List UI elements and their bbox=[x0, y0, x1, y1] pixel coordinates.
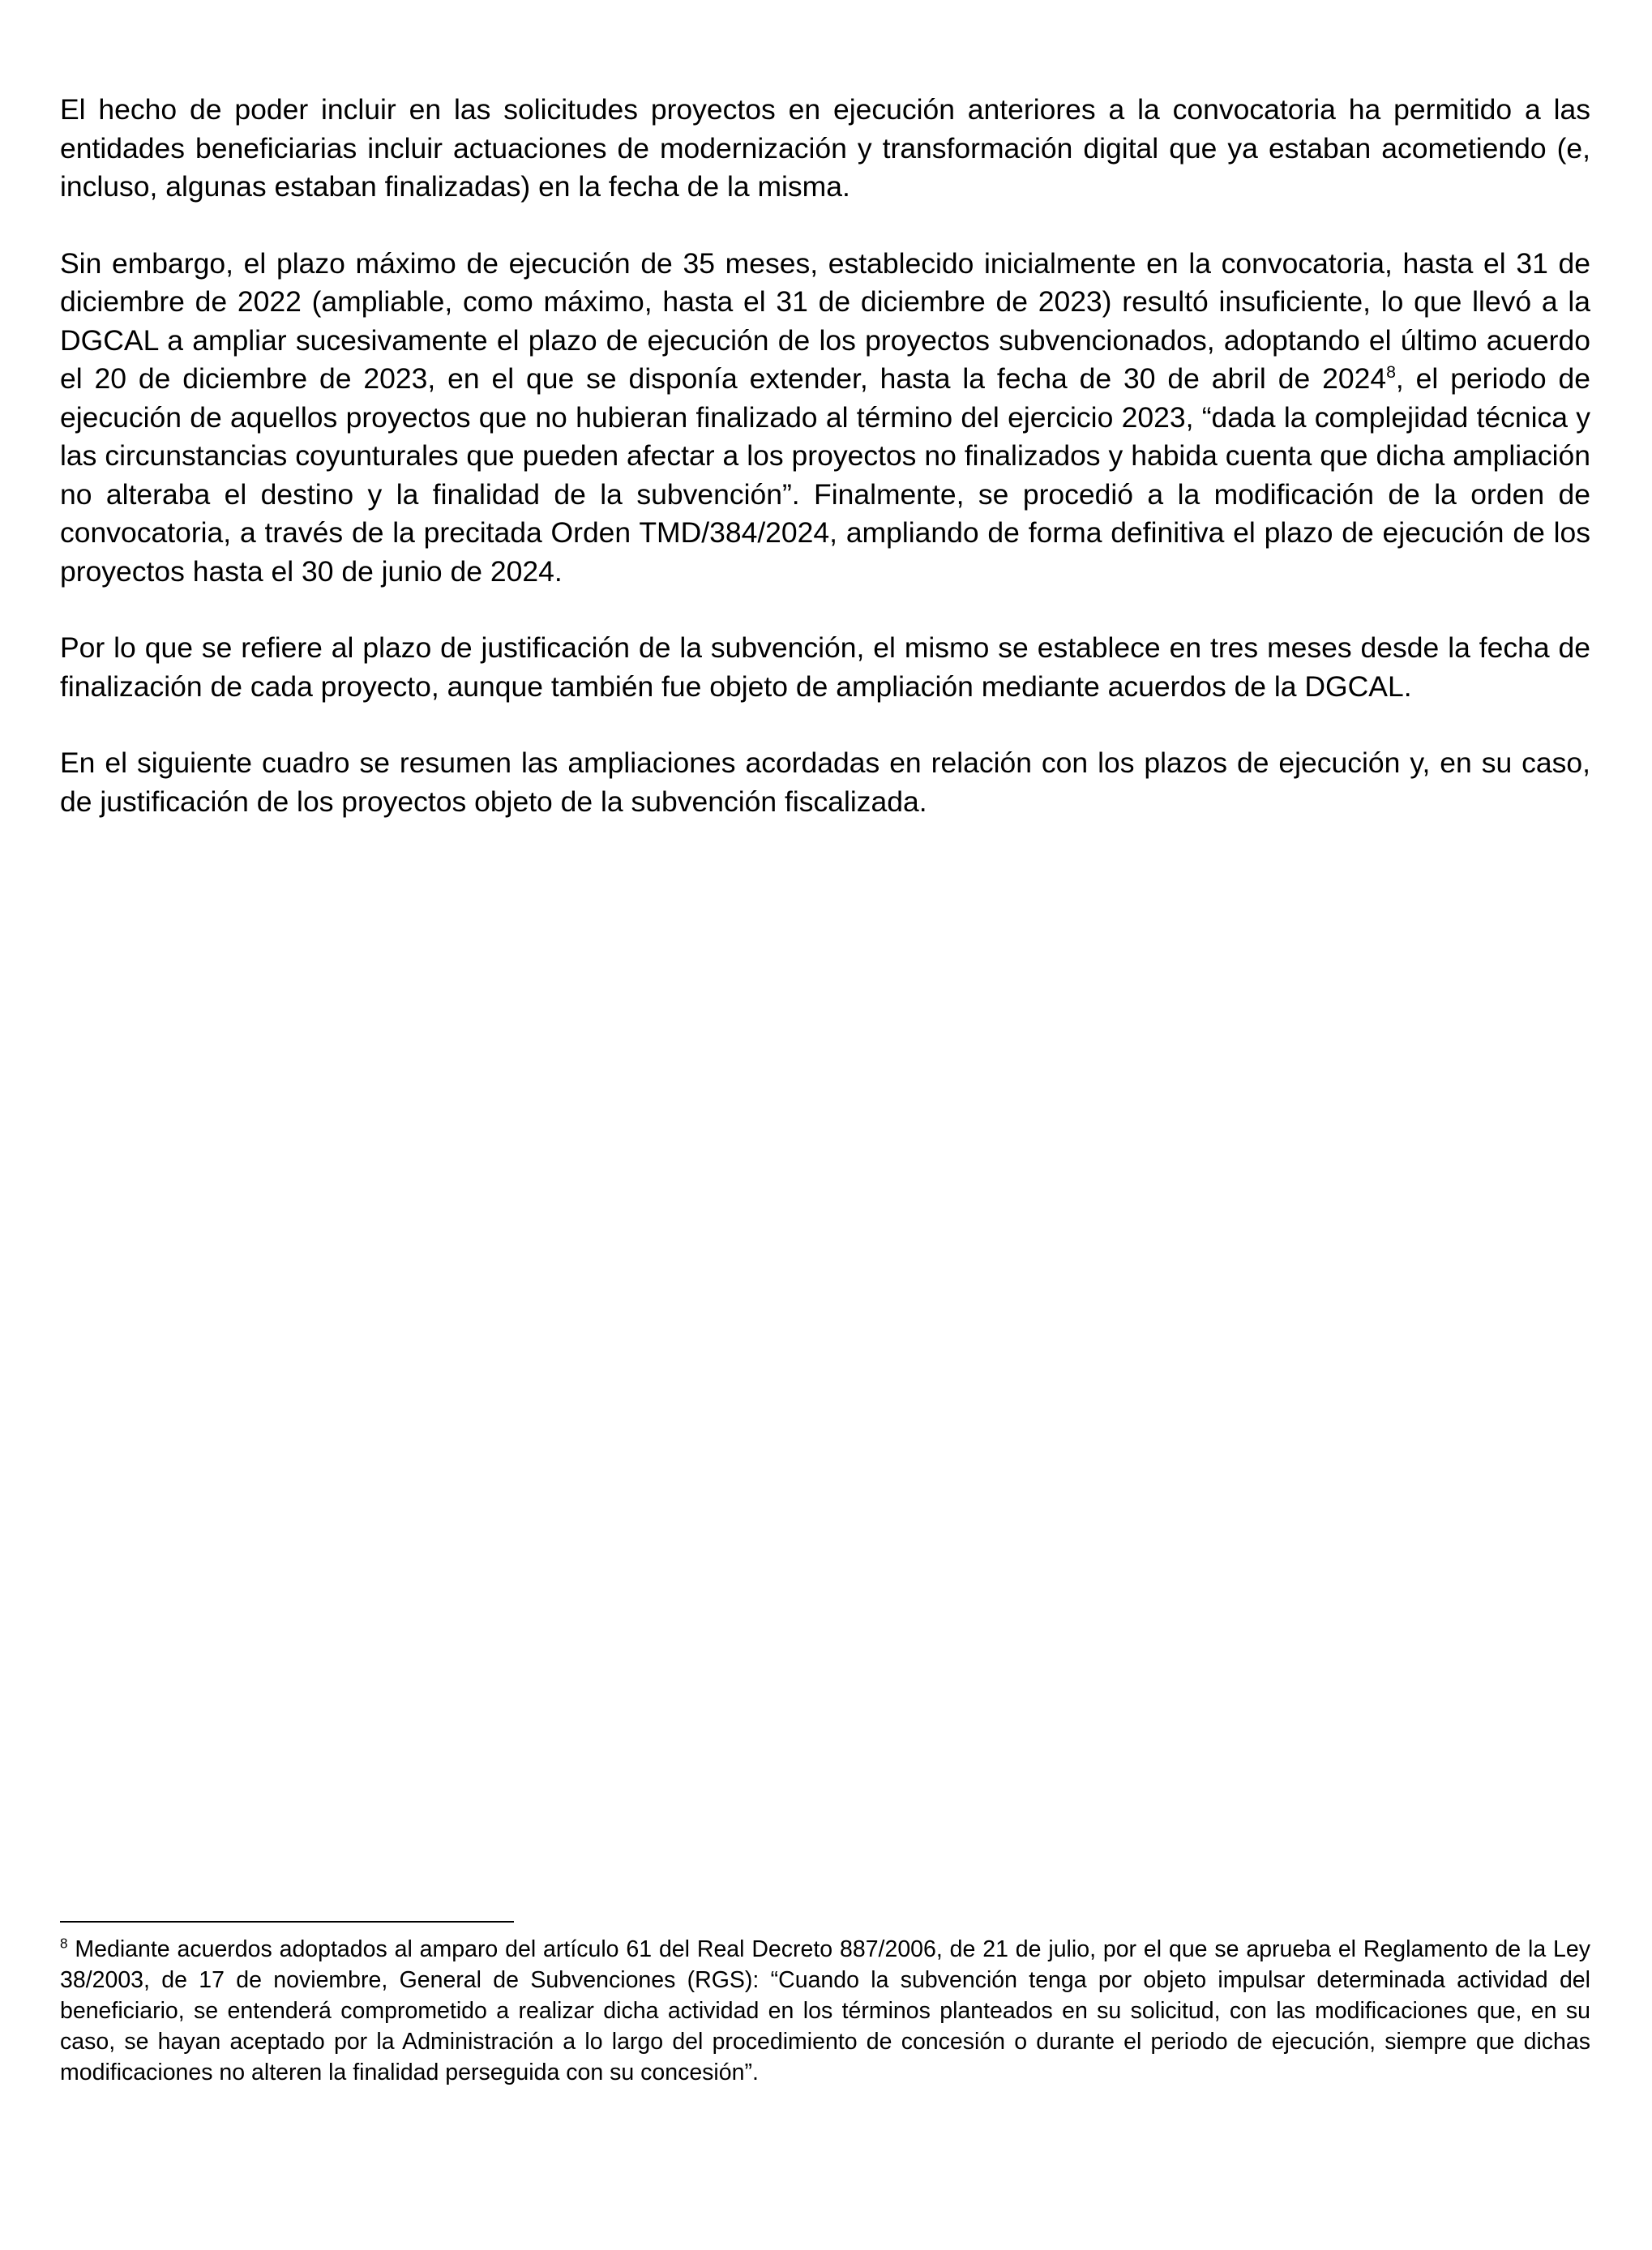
paragraph-4: En el siguiente cuadro se resumen las ampliaciones acordadas en relación con los plazos de ejecución y, en su caso, de justificación de los proyectos objeto de la subvención fiscalizada. bbox=[60, 746, 1590, 818]
paragraph-1: El hecho de poder incluir en las solicitudes proyectos en ejecución anteriores a la convocatoria ha permitido a las entidades beneficiarias incluir actuaciones de modernización y transformación digital que ya estaban acometiendo (e, incluso, algunas estaban finalizadas) en la fecha de la misma. bbox=[60, 93, 1590, 203]
footnote-reference[interactable]: 8 bbox=[1386, 362, 1396, 383]
footnote-separator bbox=[60, 1921, 514, 1923]
footnote-text: Mediante acuerdos adoptados al amparo del artículo 61 del Real Decreto 887/2006, de 21 de julio, por el que se aprueba el Reglamento de la Ley 38/2003, de 17 de noviembre, General de Subvenciones (RGS): “Cuando la subvención tenga por objeto impulsar determinada actividad del beneficiario, se entenderá comprometido a realizar dicha actividad en los términos planteados en su solicitud, con las modificaciones que, en su caso, se hayan aceptado por la Administración a lo largo del procedimiento de concesión o durante el periodo de ejecución, siempre que dichas modificaciones no alteren la finalidad perseguida con su concesión”. bbox=[60, 1936, 1590, 2085]
paragraph-2 bbox=[60, 245, 1590, 592]
footnote bbox=[60, 1934, 1590, 2088]
paragraph-2-text-after: , el periodo de ejecución de aquellos proyectos que no hubieran finalizado al término del ejercicio 2023, “dada la complejidad técnica y las circunstancias coyunturales que pueden afectar a los proyectos no finalizados y habida cuenta que dicha ampliación no alteraba el destino y la finalidad de la subvención”. Finalmente, se procedió a la modificación de la orden de convocatoria, a través de la precitada Orden TMD/384/2024, ampliando de forma definitiva el plazo de ejecución de los proyectos hasta el 30 de junio de 2024. bbox=[60, 362, 1590, 588]
paragraph-3: Por lo que se refiere al plazo de justificación de la subvención, el mismo se establece en tres meses desde la fecha de finalización de cada proyecto, aunque también fue objeto de ampliación mediante acuerdos de la DGCAL. bbox=[60, 631, 1590, 703]
footnote-number: 8 bbox=[60, 1936, 68, 1952]
paragraph-2-text-before: Sin embargo, el plazo máximo de ejecución de 35 meses, establecido inicialmente en la convocatoria, hasta el 31 de diciembre de 2022 (ampliable, como máximo, hasta el 31 de diciembre de 2023) resultó insuficiente, lo que llevó a la DGCAL a ampliar sucesivamente el plazo de ejecución de los proyectos subvencionados, adoptando el último acuerdo el 20 de diciembre de 2023, en el que se disponía extender, hasta la fecha de 30 de abril de 2024 bbox=[60, 246, 1590, 395]
document-body bbox=[60, 91, 1590, 859]
